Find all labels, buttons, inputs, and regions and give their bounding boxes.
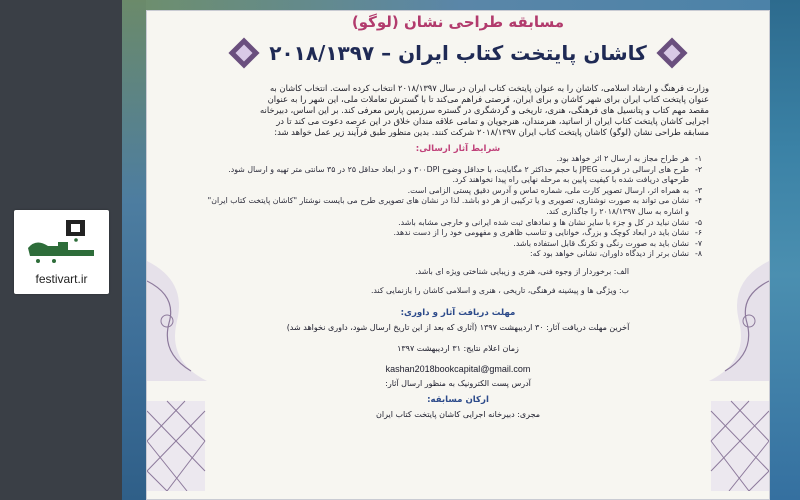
organizers-heading: ارکان مسابقه:	[427, 394, 489, 405]
list-item: ۳- به همراه اثر، ارسال تصویر کارت ملی، شماره تماس و آدرس دقیق پستی الزامی است.	[407, 185, 703, 195]
poster-subtitle: مسابقه طراحی نشان (لوگو)	[351, 13, 565, 31]
poster-title-row	[207, 41, 709, 65]
intro-line: اجرایی کاشان پایتخت کتاب ایران از اساتید، هنرمندان، هنرجویان و تمامی علاقه مندان خلاق در این عرصه دعوت می کند تا در	[276, 116, 709, 126]
note-line: ب: ویژگی ها و پیشینه فرهنگی، تاریخی ، هنری و اسلامی کاشان را بازنمایی کند.	[370, 285, 629, 295]
background-scene-right	[770, 0, 800, 500]
note-line: الف: برخوردار از وجوه فنی، هنری و زیبایی شناختی ویژه ای باشد.	[415, 266, 629, 276]
diamond-ornament-icon	[229, 37, 260, 68]
background-scene-left	[122, 0, 146, 500]
site-name: festivart.ir	[35, 272, 88, 286]
list-item: ۱- هر طراح مجاز به ارسال ۲ اثر خواهد بود.	[556, 154, 703, 163]
diamond-ornament-icon	[656, 37, 687, 68]
list-item: ۷- نشان باید به صورت رنگی و تکرنگ قابل استفاده باشد.	[513, 238, 703, 248]
organizer-line: مجری: دبیرخانه اجرایی کاشان پایتخت کتاب ایران	[375, 409, 541, 419]
festivart-logo	[24, 218, 99, 266]
list-item: و اشاره به سال ۲۰۱۸/۱۳۹۷ را جاگذاری کند.	[546, 206, 689, 216]
intro-line: مسابقه طراحی نشان (لوگو) کاشان پایتخت کتاب ایران ۲۰۱۸/۱۳۹۷ شرکت کنند. بدین منظور طبق فرآیند زیر عمل خواهد شد:	[274, 127, 709, 137]
deadline-heading: مهلت دریافت آثار و داوری:	[400, 307, 516, 318]
list-item: ۵- نشان نباید در کل و جزء با سایر نشان ها و نمادهای ثبت شده ایرانی و خارجی مشابه باشد.	[398, 217, 703, 227]
intro-line: عنوان پایتخت کتاب ایران برای شهر کاشان و برای ایران، فرصتی فراهم می‌کند تا با گسترش تعاملات ملی، این شهر را به عنوان	[267, 94, 709, 104]
submission-email[interactable]: kashan2018bookcapital@gmail.com	[385, 363, 531, 374]
intro-line: مقصد مهم کتاب و پتانسیل های فرهنگی، هنری، تاریخی و گردشگری در گستره سرزمین پارس معرفی کند. بر این اساس، دبیرخانه	[260, 105, 709, 115]
results-date: زمان اعلام نتایج: ۳۱ اردیبهشت ۱۳۹۷	[397, 343, 519, 353]
site-logo-card[interactable]	[14, 210, 109, 294]
list-item: ۶- نشان باید در ابعاد کوچک و بزرگ، خوانایی و تناسب ظاهری و مفهومی خود را از دست ندهد.	[393, 228, 703, 238]
list-item: ۸- نشان برتر از دیدگاه داوران، نشانی خواهد بود که:	[530, 249, 703, 259]
intro-line: وزارت فرهنگ و ارشاد اسلامی، کاشان را به عنوان پایتخت کتاب ایران در سال ۲۰۱۸/۱۳۹۷ انتخاب کرده است. انتخاب کاشان به	[269, 83, 709, 93]
conditions-list	[207, 154, 709, 260]
intro-paragraph	[207, 83, 709, 138]
deadline-text: آخرین مهلت دریافت آثار: ۳۰ اردیبهشت ۱۳۹۷ (آثاری که بعد از این تاریخ ارسال شود، داوری نخواهد شد)	[286, 322, 630, 332]
poster-title: کاشان پایتخت کتاب ایران – ۲۰۱۸/۱۳۹۷	[269, 41, 647, 65]
poster-content	[207, 11, 709, 420]
email-label: آدرس پست الکترونیک به منظور ارسال آثار:	[385, 378, 531, 388]
conditions-heading: شرایط آثار ارسالی:	[415, 144, 501, 154]
list-item: طرحهای دریافت شده با کیفیت پایین به مرحله نهایی راه پیدا نخواهند کرد.	[452, 175, 689, 185]
list-item: ۴- نشان می تواند به صورت نوشتاری، تصویری و یا ترکیبی از هر دو باشد. لذا در نشان های تصویری طرح می بایست نوشتار "کاشان پایتخت کتاب ایران"	[207, 196, 703, 206]
list-item: ۲- طرح های ارسالی در فرمت JPEG با حجم حداکثر ۲ مگابایت، با حداقل وضوح ۳۰۰DPI و در ابعاد حداقل ۲۵ در ۳۵ سانتی متر تهیه و ارسال شود.	[228, 164, 703, 174]
poster-document	[146, 10, 770, 500]
criteria-notes	[207, 266, 709, 296]
